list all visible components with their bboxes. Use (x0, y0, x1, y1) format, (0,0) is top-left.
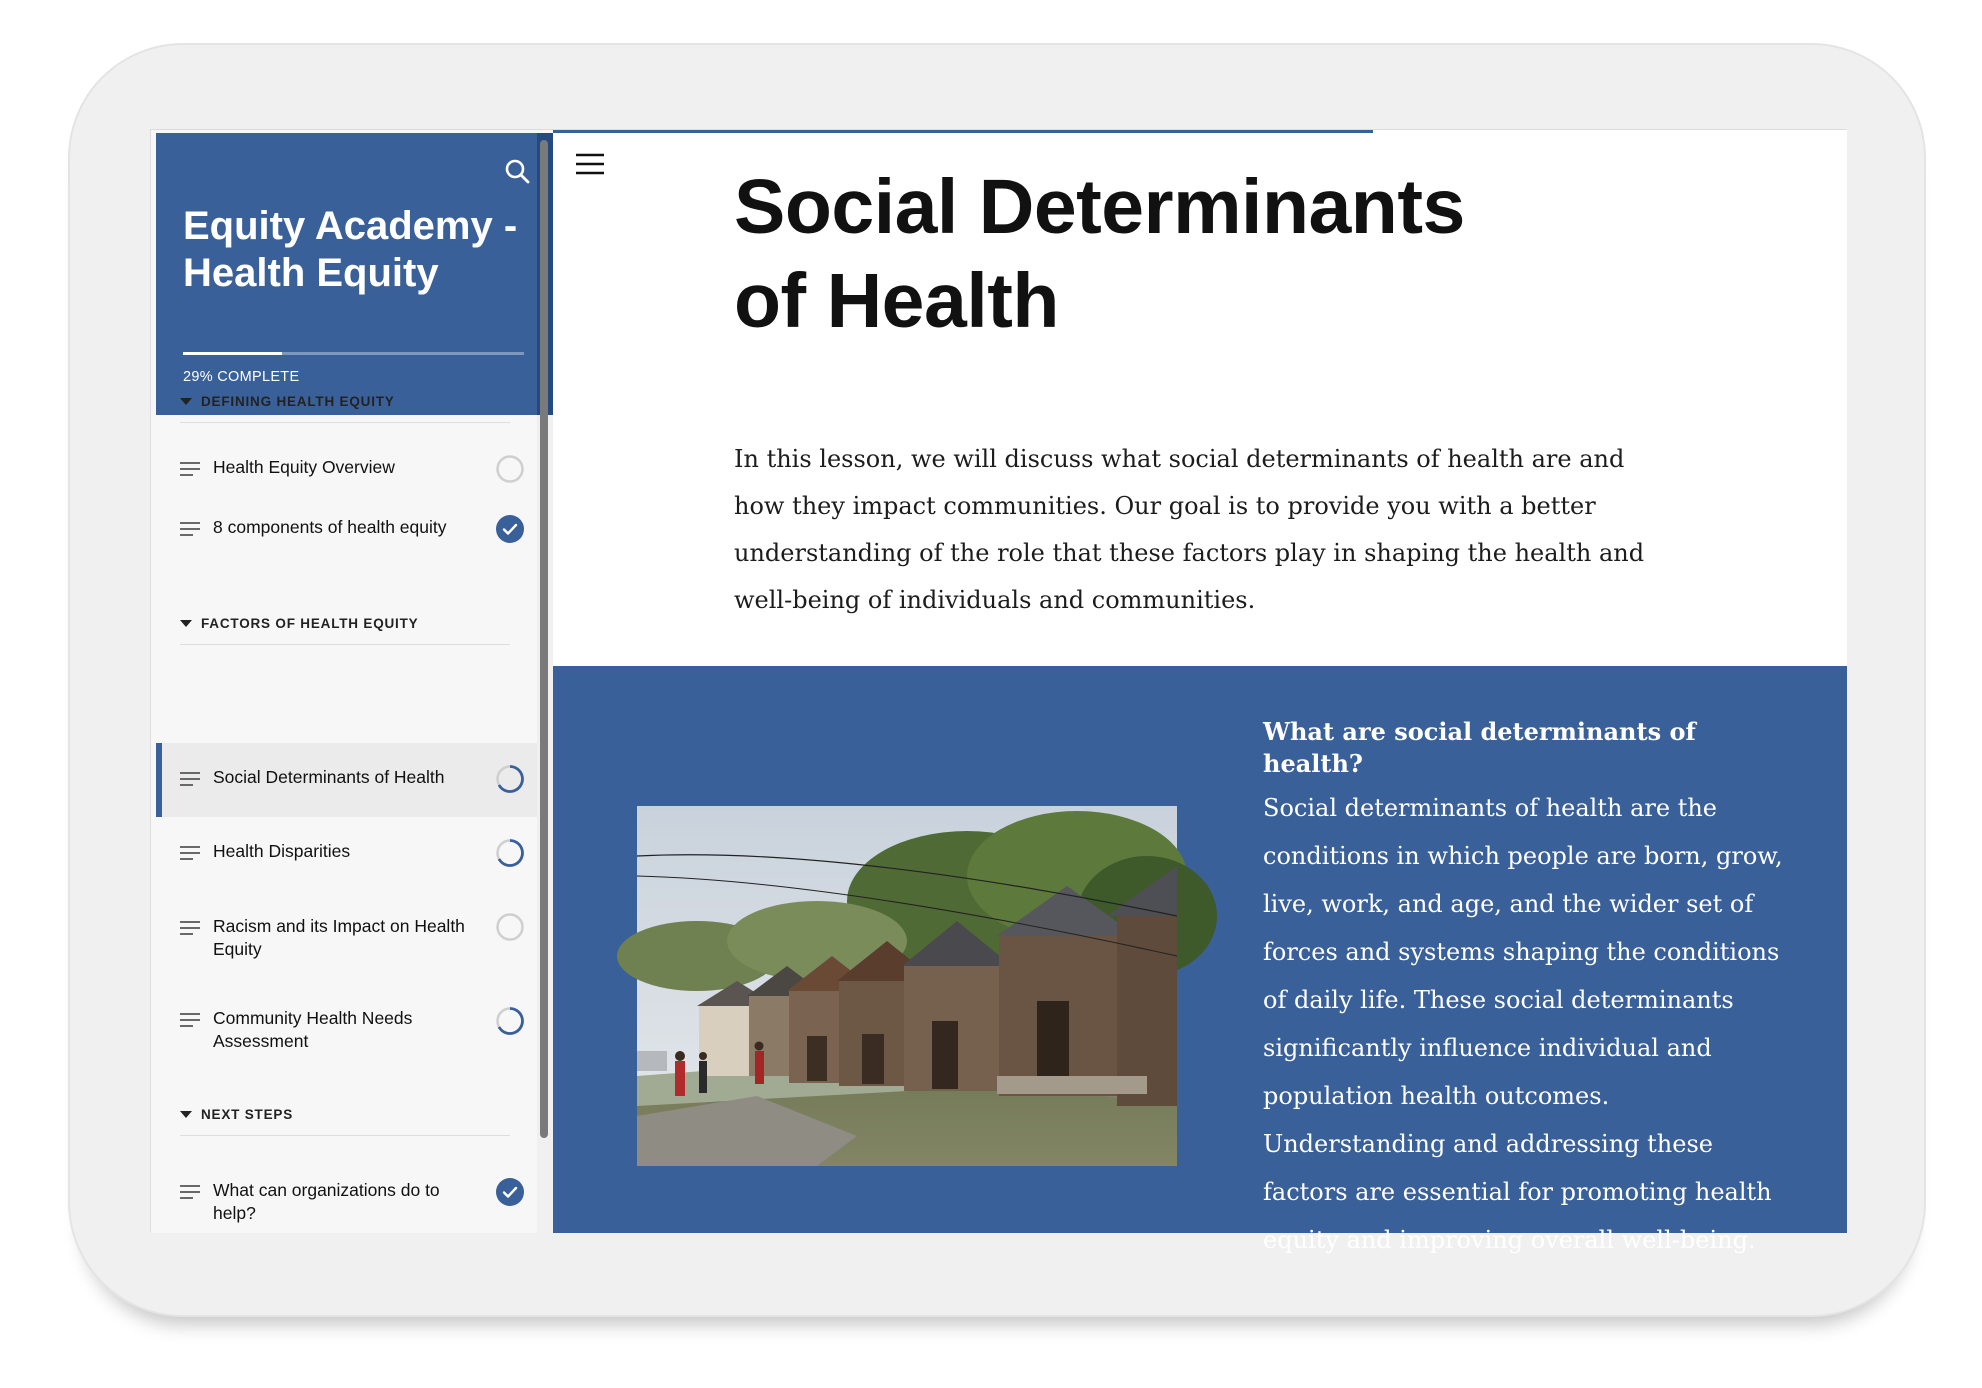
lesson-item-health-disparities[interactable] (156, 818, 537, 890)
empty-circle-icon (495, 912, 525, 942)
section-factors-of-health-equity[interactable] (180, 602, 510, 645)
course-progress-label: 29% COMPLETE (183, 369, 300, 385)
course-progress-fill (183, 352, 282, 355)
caret-down-icon (180, 620, 192, 627)
section-label: NEXT STEPS (201, 1106, 294, 1122)
section-defining-health-equity[interactable] (180, 380, 510, 423)
hamburger-menu-icon[interactable] (575, 152, 605, 176)
check-circle-icon (495, 514, 525, 544)
active-indicator (156, 743, 162, 817)
section-next-steps[interactable] (180, 1093, 510, 1136)
course-progress-bar (183, 352, 524, 355)
lesson-lines-icon (180, 1013, 200, 1027)
info-block (553, 666, 1847, 1254)
partial-circle-icon (495, 838, 525, 868)
lesson-intro-text: In this lesson, we will discuss what social determinants of health are and how they impact communities. Our goal is to provide you with a better understanding of the role that these factors play in shaping the health and well-being of individuals and communities. (734, 445, 1645, 614)
lesson-title: What can organizations do to help? (213, 1180, 440, 1223)
houses-photo (637, 806, 1177, 1166)
lesson-lines-icon (180, 772, 200, 786)
lesson-lines-icon (180, 1185, 200, 1199)
course-sidebar (151, 130, 553, 1233)
lesson-lines-icon (180, 846, 200, 860)
lesson-title: Racism and its Impact on Health Equity (213, 916, 465, 959)
partial-circle-icon (495, 764, 525, 794)
lesson-item-8-components[interactable] (156, 500, 537, 560)
lesson-title: Health Equity Overview (213, 457, 395, 477)
lesson-progress-bar (553, 130, 1373, 133)
search-icon[interactable] (503, 157, 531, 185)
lesson-title: 8 components of health equity (213, 517, 447, 537)
lesson-lines-icon (180, 921, 200, 935)
lesson-content (553, 130, 1847, 1254)
lesson-item-social-determinants[interactable] (156, 743, 537, 817)
caret-down-icon (180, 1111, 192, 1118)
info-block-text: Social determinants of health are the conditions in which people are born, grow, live, work, and age, and the wider set of forces and systems shaping the conditions of daily life. These social determinants significantly influence individual and population health outcomes. Understanding and addressing these factors are essential for promoting health equity and improving overall well-being. (1263, 794, 1783, 1254)
section-label: FACTORS OF HEALTH EQUITY (201, 615, 419, 631)
course-header (156, 133, 553, 415)
lesson-lines-icon (180, 522, 200, 536)
lesson-title: Community Health Needs Assessment (213, 1008, 413, 1051)
sidebar-scrollbar-thumb[interactable] (540, 140, 548, 1138)
app-screen (150, 129, 1846, 1254)
lesson-title: Social Determinants of Health (213, 767, 445, 787)
info-block-heading: What are social determinants of health? (1263, 717, 1696, 778)
lesson-item-racism-impact[interactable] (156, 892, 537, 988)
section-label: DEFINING HEALTH EQUITY (201, 393, 395, 409)
check-circle-icon (495, 1177, 525, 1207)
partial-circle-icon (495, 1006, 525, 1036)
lesson-title: Health Disparities (213, 841, 351, 861)
caret-down-icon (180, 398, 192, 405)
lesson-item-what-can-organizations-do[interactable] (156, 1160, 537, 1240)
course-title: Equity Academy - Health Equity (183, 204, 518, 295)
empty-circle-icon (495, 454, 525, 484)
lesson-title-heading: Social Determinants of Health (734, 164, 1465, 344)
lesson-item-community-health-needs[interactable] (156, 990, 537, 1086)
lesson-item-health-equity-overview[interactable] (156, 440, 537, 500)
lesson-lines-icon (180, 462, 200, 476)
